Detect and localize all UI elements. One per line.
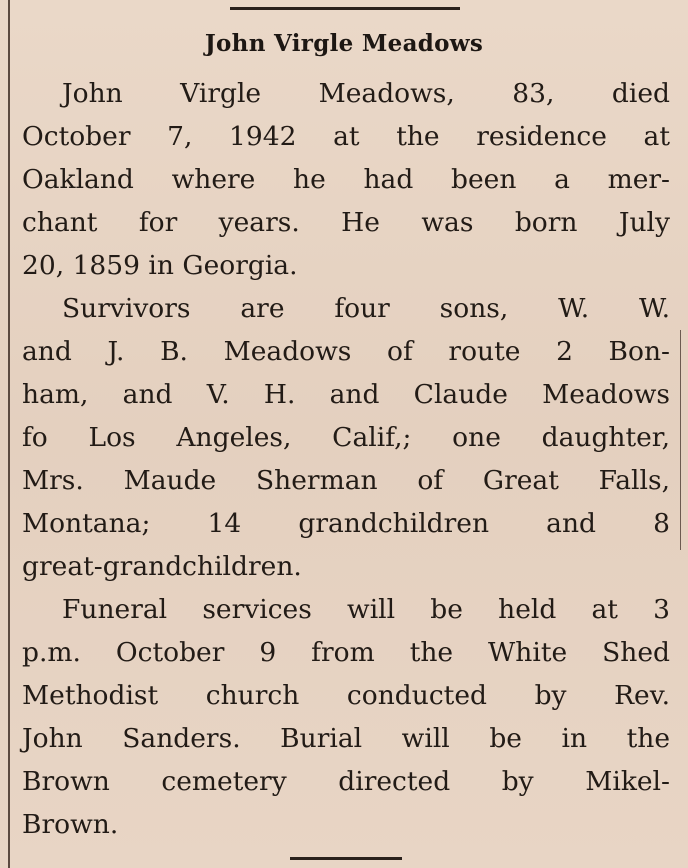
obituary-body [22, 72, 670, 846]
top-rule [230, 7, 460, 10]
obituary-headline: John Virgle Meadows [204, 30, 484, 57]
text-line: October 7, 1942 at the residence at [22, 121, 670, 152]
bottom-rule [290, 857, 402, 860]
text-line: Brown. [22, 809, 119, 840]
text-line: Montana; 14 grandchildren and 8 [22, 508, 670, 539]
text-line: ham, and V. H. and Claude Meadows [22, 379, 670, 410]
column-border-left [8, 0, 10, 868]
text-line: great-grandchildren. [22, 551, 302, 582]
text-line: chant for years. He was born July [22, 207, 670, 238]
column-border-right [680, 330, 681, 550]
text-line: Survivors are four sons, W. W. [62, 293, 670, 324]
text-line: 20, 1859 in Georgia. [22, 250, 298, 281]
text-line: Oakland where he had been a mer- [22, 164, 670, 195]
text-line: p.m. October 9 from the White Shed [22, 637, 670, 668]
text-line: John Sanders. Burial will be in the [22, 723, 670, 754]
text-line: Mrs. Maude Sherman of Great Falls, [22, 465, 670, 496]
text-line: and J. B. Meadows of route 2 Bon- [22, 336, 670, 367]
text-line: Methodist church conducted by Rev. [22, 680, 670, 711]
text-line: John Virgle Meadows, 83, died [62, 78, 670, 109]
text-line: fo Los Angeles, Calif,; one daughter, [22, 422, 670, 453]
text-line: Funeral services will be held at 3 [62, 594, 670, 625]
text-line: Brown cemetery directed by Mikel- [22, 766, 670, 797]
